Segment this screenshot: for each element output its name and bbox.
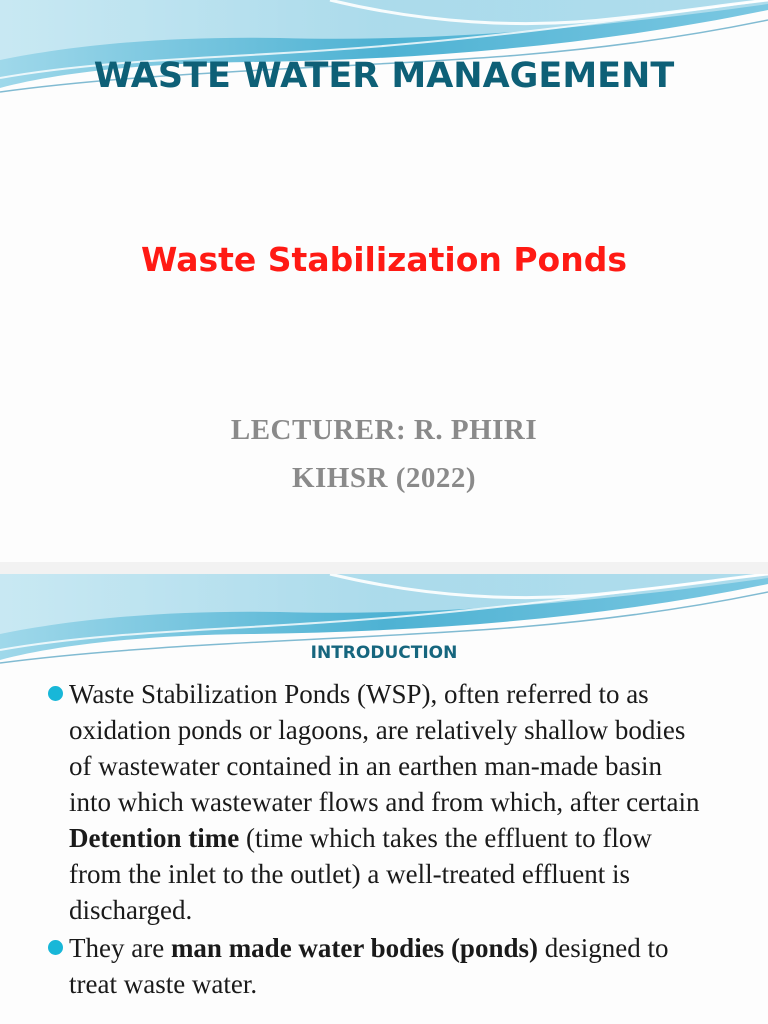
- bullet-text: Waste Stabilization Ponds (WSP), often referred to as oxidation ponds or lagoons, are relatively shallow bodies of wastewater contained in an earthen man-made basin into which wastewater flows and from which, after certain: [69, 679, 700, 817]
- institution-year: KIHSR (2022): [291, 462, 477, 494]
- list-item: [0, 930, 768, 1002]
- list-item: [0, 676, 768, 928]
- bullet-text: (time which takes the effluent to flow from the inlet to the outlet) a well-treated effluent is discharged.: [69, 823, 652, 925]
- bullet-text: They are: [69, 933, 171, 963]
- bold-term: man made water bodies: [170, 933, 445, 963]
- presentation-title: WASTE WATER MANAGEMENT: [93, 56, 675, 96]
- bold-term: Detention time: [69, 823, 240, 853]
- presentation-subtitle: Waste Stabilization Ponds: [141, 240, 627, 279]
- bullet-icon: [48, 940, 63, 955]
- bullet-list: [0, 676, 768, 1002]
- section-heading: INTRODUCTION: [310, 643, 458, 663]
- bold-term: (ponds): [450, 933, 538, 963]
- slide-separator: [0, 562, 768, 574]
- bullet-icon: [48, 686, 63, 701]
- lecturer-name: LECTURER: R. PHIRI: [230, 414, 538, 446]
- bullet-text: designed to treat waste water.: [69, 933, 669, 999]
- bullet-text: [444, 933, 451, 963]
